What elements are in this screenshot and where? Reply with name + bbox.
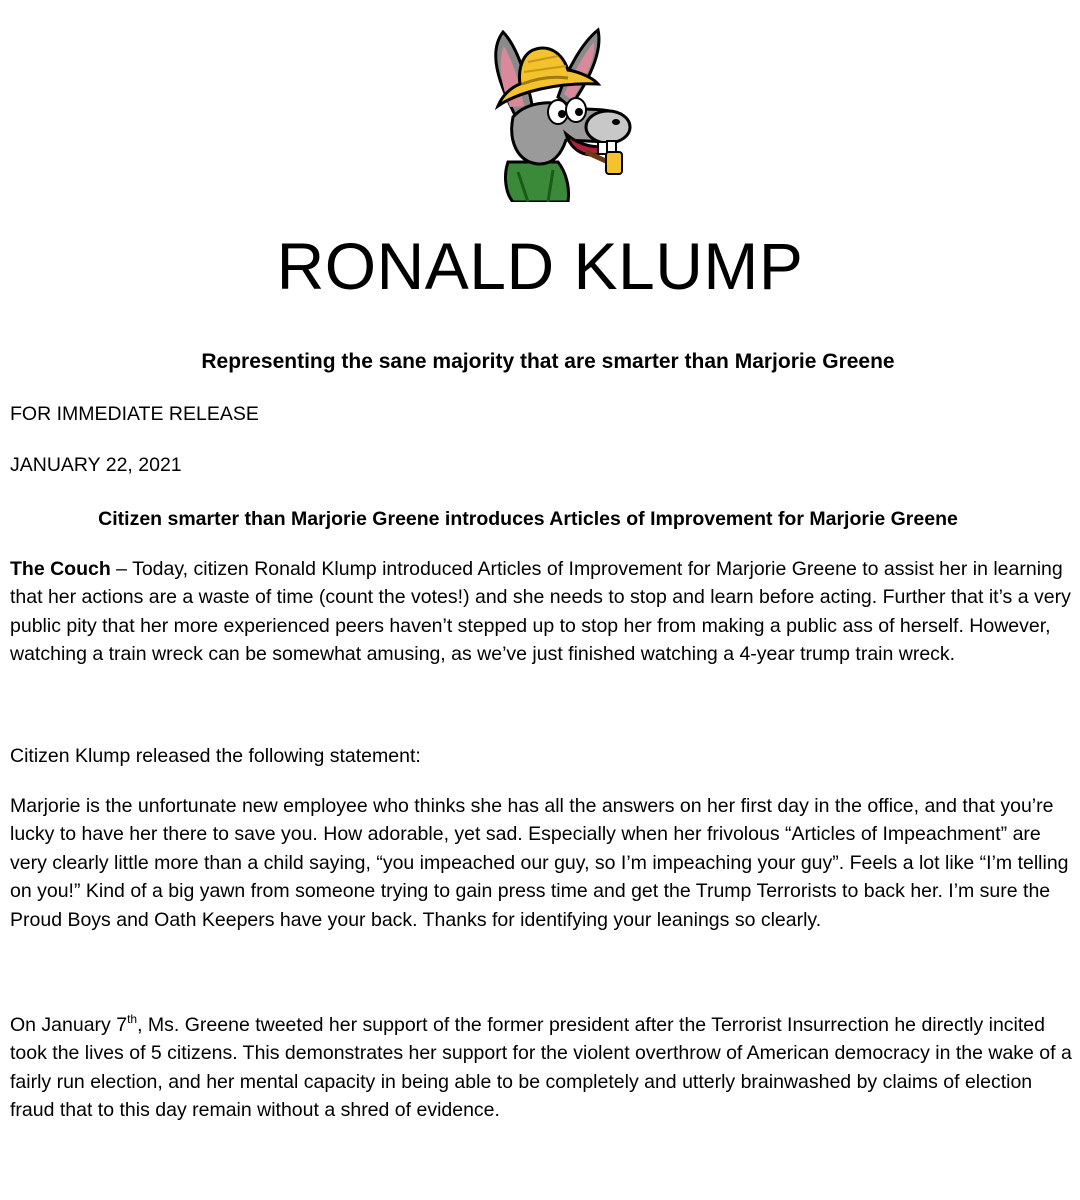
dateline-location: The Couch xyxy=(10,558,111,580)
donkey-mascot-icon xyxy=(458,22,638,202)
closing-text-start: On January 7 xyxy=(10,1014,128,1036)
body-paragraph-intro xyxy=(10,555,1078,669)
release-date: JANUARY 22, 2021 xyxy=(10,454,182,476)
tagline: Representing the sane majority that are smarter than Marjorie Greene xyxy=(201,350,895,373)
ordinal-suffix: th xyxy=(127,1012,138,1026)
press-headline: Citizen smarter than Marjorie Greene introduces Articles of Improvement for Marjorie Greene xyxy=(98,508,958,530)
organization-title: RONALD KLUMP xyxy=(276,229,804,303)
body-paragraph-statement-intro: Citizen Klump released the following statement: xyxy=(10,745,421,767)
body-paragraph-statement: Marjorie is the unfortunate new employee who thinks she has all the answers on her first day in the office, and that you’re lucky to have her there to save you. How adorable, yet sad. Especially when her frivolous “Articles of Impeachment” are very clearly little more than a child saying, “you impeached our guy, so I’m impeaching your guy”. Feels a lot like “I’m telling on you!” Kind of a big yawn from someone trying to gain press time and get the Trump Terrorists to back her. I’m sure the Proud Boys and Oath Keepers have your back. Thanks for identifying your leanings so clearly. xyxy=(10,795,1069,931)
body-paragraph-closing xyxy=(10,1011,1078,1125)
closing-text-rest: , Ms. Greene tweeted her support of the former president after the Terrorist Insurrection he directly incited took the lives of 5 citizens. This demonstrates her support for the violent overthrow of American democracy in the wake of a fairly run election, and her mental capacity in being able to be completely and utterly brainwashed by claims of election fraud that to this day remain without a shred of evidence. xyxy=(10,1014,1072,1122)
release-label: FOR IMMEDIATE RELEASE xyxy=(10,403,259,425)
intro-text: – Today, citizen Ronald Klump introduced Articles of Improvement for Marjorie Greene to assist her in learning that her actions are a waste of time (count the votes!) and she needs to stop and learn before acting. Further that it’s a very public pity that her more experienced peers haven’t stepped up to stop her from making a public ass of herself. However, watching a train wreck can be somewhat amusing, as we’ve just finished watching a 4-year trump train wreck. xyxy=(10,558,1071,666)
